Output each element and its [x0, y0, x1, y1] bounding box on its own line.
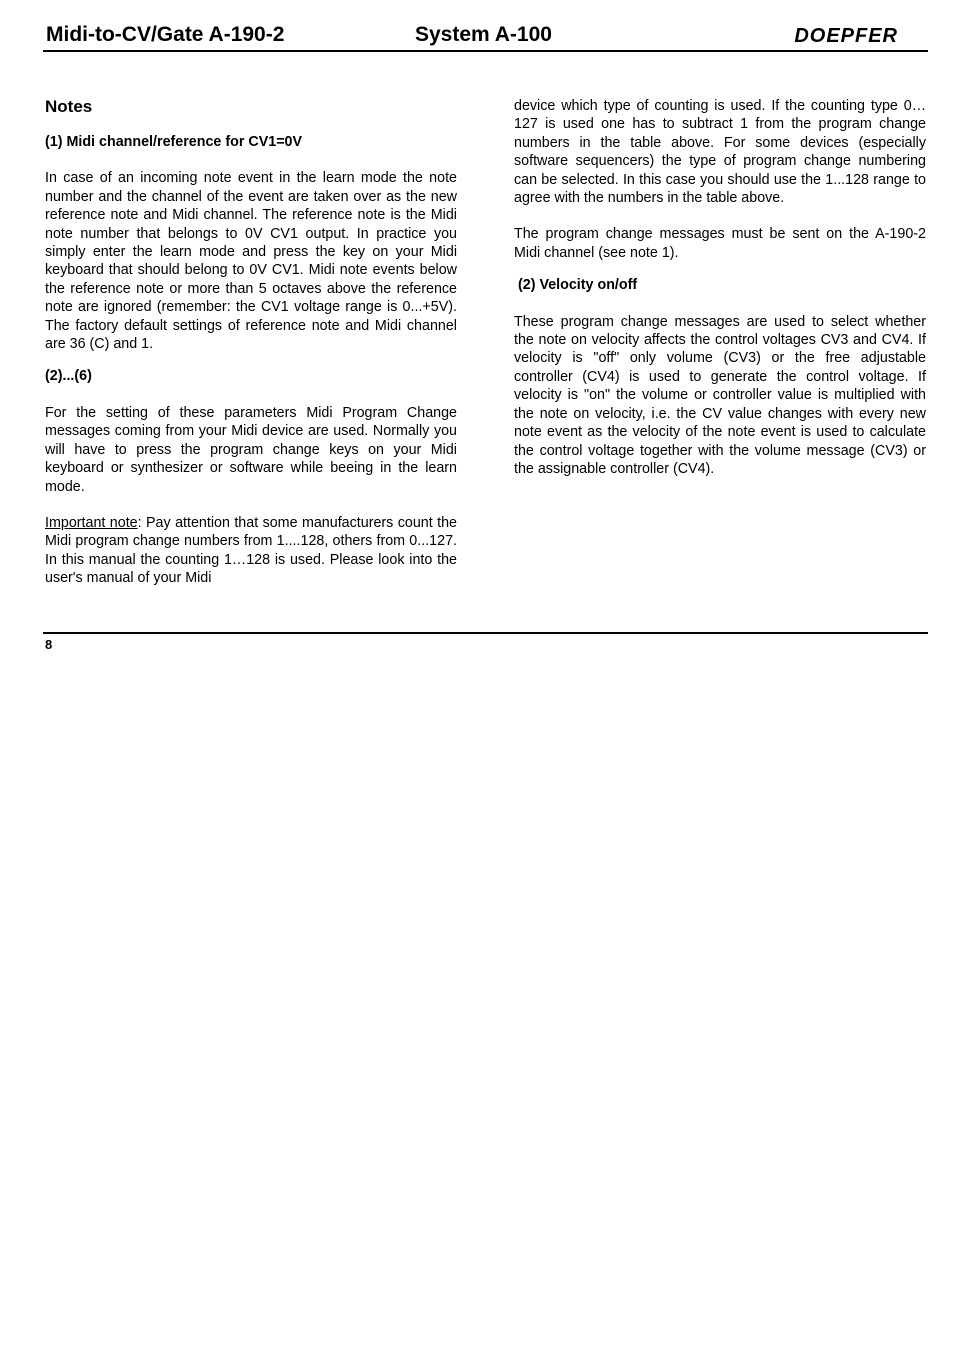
important-note-text: : Pay attention that some manufacturers count the Midi program change numbers from 1....128, others from 0...127. In this manual the counting 1…128 is used. Please look into the user's manual of your Midi [45, 514, 457, 587]
note1-paragraph: In case of an incoming note event in the learn mode the note number and the channel of the event are taken over as the new reference note and Midi channel. The reference note is the Midi note number that belongs to 0V CV1 output. In practice you simply enter the learn mode and press the key on your Midi keyboard that should belong to 0V CV1. Midi note events below the reference note or more than 5 octaves above the reference note are ignored (remember: the CV1 voltage range is 0...+5V). The factory default settings of reference note and Midi channel are 36 (C) and 1. [45, 170, 457, 353]
section-heading-notes: Notes [45, 97, 93, 116]
note2-6-heading: (2)...(6) [45, 368, 92, 385]
page-header [44, 20, 928, 50]
document-title: Midi-to-CV/Gate A-190-2 [46, 23, 285, 46]
counting-continuation-paragraph: device which type of counting is used. If the counting type 0…127 is used one has to subtract 1 from the program change numbers in the table above. For some devices (especially software sequencers) the type of program change numbering can be selected. In this case you should use the 1...128 range to agree with the numbers in the table above. [514, 98, 926, 207]
important-note-label: Important note [45, 514, 138, 531]
header-rule [43, 50, 928, 52]
footer-rule [43, 632, 928, 634]
important-note-paragraph [45, 514, 457, 588]
left-column [45, 96, 457, 588]
right-column [514, 97, 926, 478]
brand-logo: DOEPFER [794, 25, 898, 47]
midi-channel-paragraph: The program change messages must be sent on the A-190-2 Midi channel (see note 1). [514, 226, 926, 261]
page-number: 8 [45, 637, 53, 652]
note2-6-paragraph: For the setting of these parameters Midi Program Change messages coming from your Midi device are used. Normally you will have to press the program change keys on your Midi keyboard or synthesizer or software while beeing in the learn mode. [45, 404, 457, 495]
system-title: System A-100 [415, 23, 552, 46]
note1-heading: (1) Midi channel/reference for CV1=0V [45, 134, 303, 150]
velocity-heading: (2) Velocity on/off [518, 277, 638, 294]
velocity-paragraph: These program change messages are used to select whether the note on velocity affects the control voltages CV3 and CV4. If velocity is "off" only volume (CV3) or the free adjustable controller (CV4) is used to generate the control voltage. If velocity is "on" the volume or controller value is multiplied with the note on velocity, i.e. the CV value changes with every new note event as the velocity of the note event is used to calculate the control voltage together with the volume message (CV3) or the assignable controller (CV4). [514, 313, 926, 477]
